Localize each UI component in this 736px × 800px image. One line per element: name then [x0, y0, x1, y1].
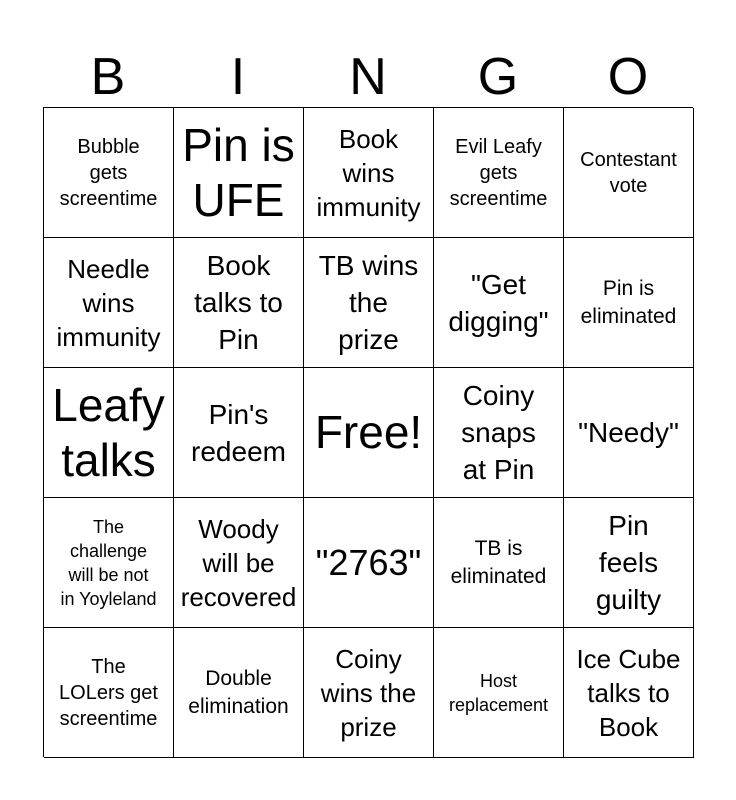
bingo-cell-r1c5[interactable] — [564, 108, 694, 238]
header-letter-o: O — [607, 48, 649, 106]
header-letter-b: B — [90, 48, 126, 106]
bingo-cell-r1c3[interactable] — [304, 108, 434, 238]
cell-label: Pin is eliminated — [580, 276, 677, 328]
bingo-cell-r4c4[interactable] — [434, 498, 564, 628]
cell-label: Needle wins immunity — [56, 253, 161, 352]
cell-label: Pin is UFE — [182, 118, 295, 226]
bingo-cell-r5c2[interactable] — [174, 628, 304, 758]
cell-label: Coiny wins the prize — [320, 643, 417, 742]
bingo-cell-r3c5[interactable] — [564, 368, 694, 498]
bingo-cell-r4c3[interactable] — [304, 498, 434, 628]
cell-label: TB is eliminated — [450, 536, 547, 588]
bingo-cell-r2c4[interactable] — [434, 238, 564, 368]
cell-label: Evil Leafy gets screentime — [449, 135, 548, 210]
bingo-cell-r4c2[interactable] — [174, 498, 304, 628]
bingo-cell-r2c5[interactable] — [564, 238, 694, 368]
cell-label: The LOLers get screentime — [59, 655, 158, 730]
bingo-cell-r2c1[interactable] — [44, 238, 174, 368]
header-letter-i: I — [230, 48, 246, 106]
bingo-cell-r1c4[interactable] — [434, 108, 564, 238]
bingo-cell-r3c2[interactable] — [174, 368, 304, 498]
cell-label: Coiny snaps at Pin — [461, 380, 536, 485]
bingo-cell-r4c1[interactable] — [44, 498, 174, 628]
cell-label: Leafy talks — [52, 378, 165, 486]
bingo-cell-r5c4[interactable] — [434, 628, 564, 758]
bingo-cell-r5c3[interactable] — [304, 628, 434, 758]
bingo-cell-r5c5[interactable] — [564, 628, 694, 758]
cell-label: Book talks to Pin — [194, 250, 283, 355]
header-letter-g: G — [477, 48, 519, 106]
bingo-cell-r3c4[interactable] — [434, 368, 564, 498]
cell-label: "Get digging" — [448, 268, 549, 337]
header-letter-n: N — [349, 48, 387, 106]
bingo-cell-r2c2[interactable] — [174, 238, 304, 368]
cell-label: Pin feels guilty — [595, 510, 662, 615]
cell-label: "2763" — [315, 541, 422, 583]
bingo-cell-r4c5[interactable] — [564, 498, 694, 628]
cell-label: Ice Cube talks to Book — [576, 643, 681, 742]
cell-label: TB wins the prize — [318, 250, 419, 355]
cell-label: Woody will be recovered — [180, 513, 297, 612]
bingo-cell-r1c2[interactable] — [174, 108, 304, 238]
cell-label: Bubble gets screentime — [59, 135, 158, 210]
cell-label: Pin's redeem — [191, 398, 286, 467]
cell-label: Double elimination — [188, 666, 289, 718]
bingo-cell-r3c1[interactable] — [44, 368, 174, 498]
cell-label: "Needy" — [578, 417, 679, 448]
free-space: Free! — [314, 406, 423, 458]
bingo-cell-r3c3[interactable] — [304, 368, 434, 498]
bingo-cell-r5c1[interactable] — [44, 628, 174, 758]
bingo-grid — [43, 107, 693, 757]
cell-label: Book wins immunity — [316, 123, 421, 222]
bingo-cell-r1c1[interactable] — [44, 108, 174, 238]
cell-label: The challenge will be not in Yoyleland — [60, 516, 157, 609]
cell-label: Contestant vote — [580, 148, 677, 197]
bingo-header — [43, 46, 693, 108]
cell-label: Host replacement — [448, 670, 549, 715]
bingo-cell-r2c3[interactable] — [304, 238, 434, 368]
